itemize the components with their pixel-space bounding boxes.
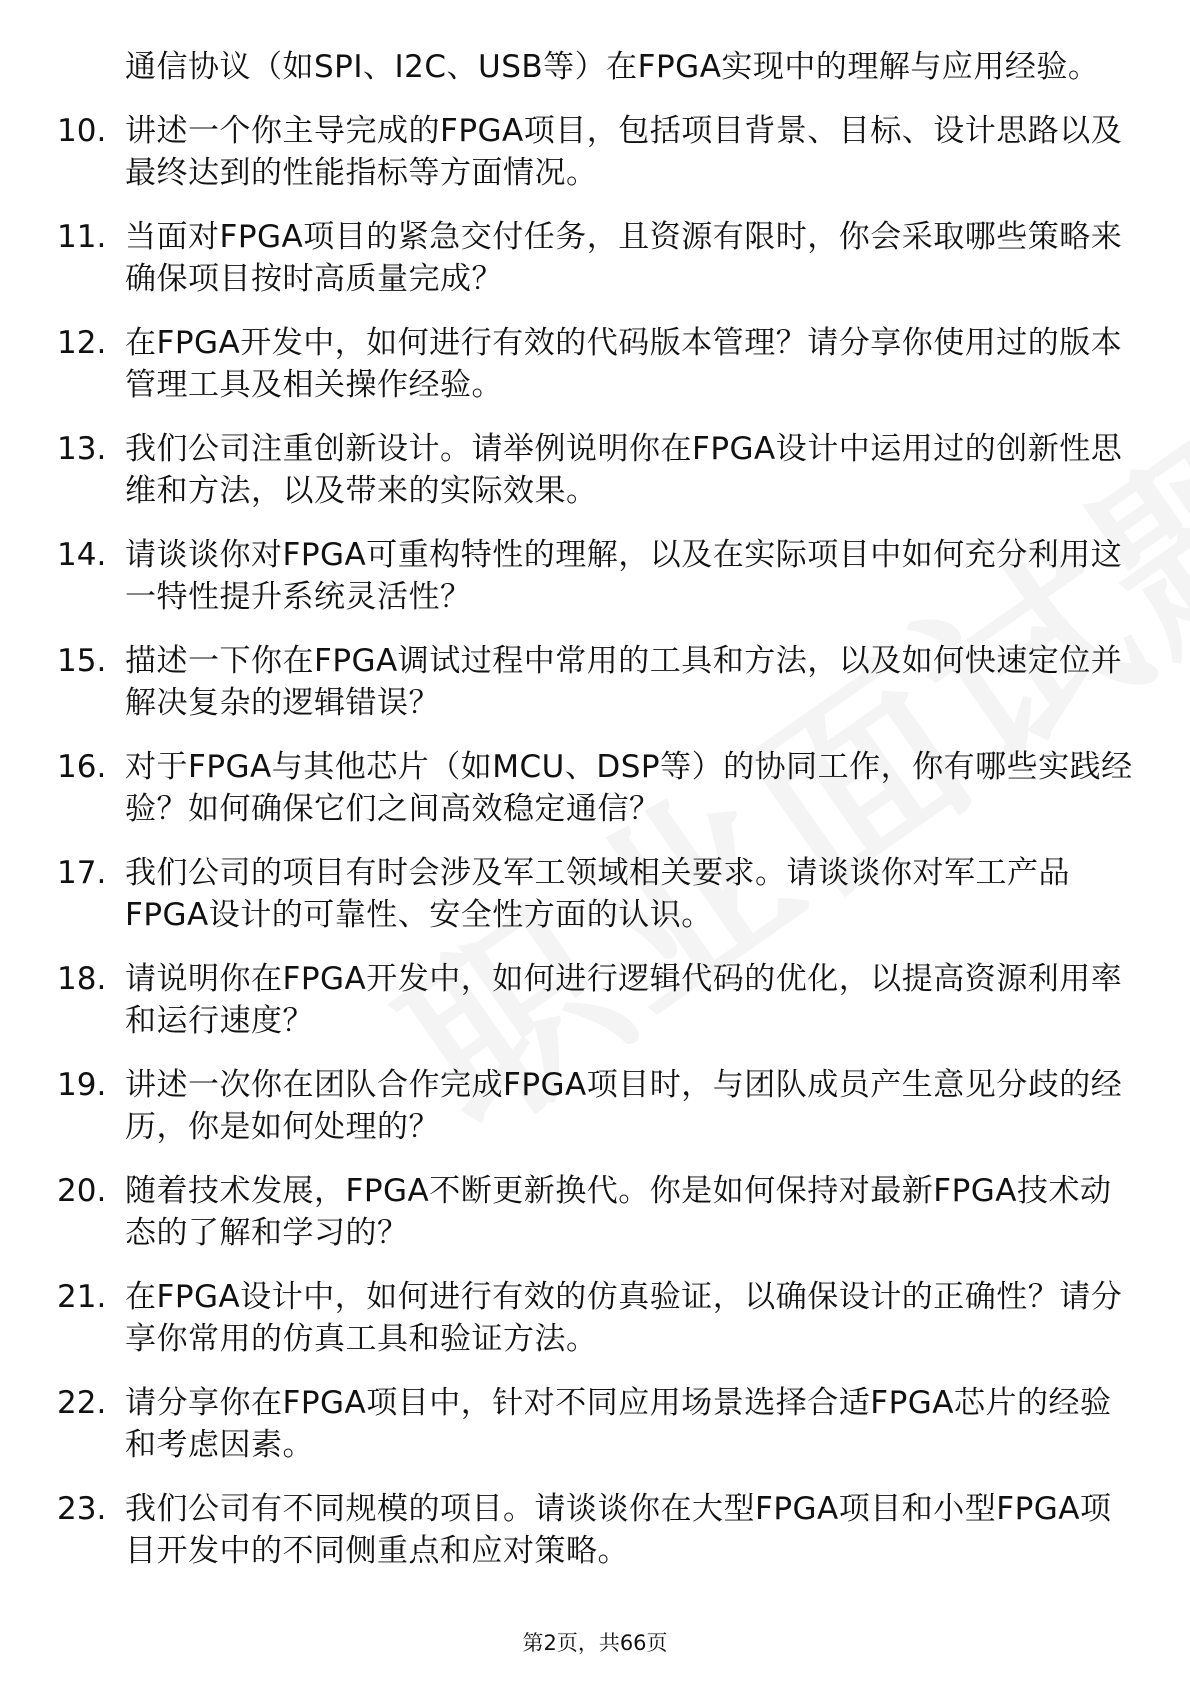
item-number: 14.	[57, 537, 107, 573]
item-number: 15.	[57, 643, 107, 679]
page-footer: 第2页，共66页	[522, 1631, 668, 1655]
item-number: 23.	[57, 1491, 107, 1527]
item-number: 12.	[57, 325, 107, 361]
list-item	[57, 1064, 1137, 1148]
list-item	[57, 322, 1137, 406]
list-item	[57, 640, 1137, 724]
list-item	[57, 46, 1137, 88]
item-text: 通信协议（如SPI、I2C、USB等）在FPGA实现中的理解与应用经验。	[125, 49, 1100, 85]
list-item	[57, 1276, 1137, 1360]
list-item	[57, 1488, 1137, 1572]
list-item	[57, 216, 1137, 300]
list-item	[57, 1382, 1137, 1466]
item-text: 我们公司有不同规模的项目。请谈谈你在大型FPGA项目和小型FPGA项目开发中的不同侧重点和应对策略。	[125, 1491, 1112, 1569]
item-number: 20.	[57, 1173, 107, 1209]
list-item	[57, 428, 1137, 512]
item-text: 随着技术发展，FPGA不断更新换代。你是如何保持对最新FPGA技术动态的了解和学习的？	[125, 1173, 1112, 1251]
list-item	[57, 746, 1137, 830]
item-text: 讲述一个你主导完成的FPGA项目，包括项目背景、目标、设计思路以及最终达到的性能指标等方面情况。	[125, 113, 1123, 191]
item-number: 16.	[57, 749, 107, 785]
item-text: 我们公司注重创新设计。请举例说明你在FPGA设计中运用过的创新性思维和方法，以及带来的实际效果。	[125, 431, 1123, 509]
item-text: 请说明你在FPGA开发中，如何进行逻辑代码的优化，以提高资源利用率和运行速度？	[125, 961, 1123, 1039]
question-list	[57, 46, 1137, 1594]
list-item	[57, 1170, 1137, 1254]
item-number: 10.	[57, 113, 107, 149]
item-number: 22.	[57, 1385, 107, 1421]
list-item	[57, 958, 1137, 1042]
item-number: 19.	[57, 1067, 107, 1103]
item-text: 讲述一次你在团队合作完成FPGA项目时，与团队成员产生意见分歧的经历，你是如何处理的？	[125, 1067, 1123, 1145]
item-text: 描述一下你在FPGA调试过程中常用的工具和方法，以及如何快速定位并解决复杂的逻辑错误？	[125, 643, 1123, 721]
item-number: 17.	[57, 855, 107, 891]
item-number: 21.	[57, 1279, 107, 1315]
item-number: 11.	[57, 219, 107, 255]
item-text: 请分享你在FPGA项目中，针对不同应用场景选择合适FPGA芯片的经验和考虑因素。	[125, 1385, 1112, 1463]
item-text: 请谈谈你对FPGA可重构特性的理解，以及在实际项目中如何充分利用这一特性提升系统灵活性？	[125, 537, 1123, 615]
item-text: 在FPGA设计中，如何进行有效的仿真验证，以确保设计的正确性？请分享你常用的仿真工具和验证方法。	[125, 1279, 1123, 1357]
list-item	[57, 852, 1137, 936]
item-text: 我们公司的项目有时会涉及军工领域相关要求。请谈谈你对军工产品FPGA设计的可靠性、安全性方面的认识。	[125, 855, 1070, 933]
item-number: 18.	[57, 961, 107, 997]
item-text: 当面对FPGA项目的紧急交付任务，且资源有限时，你会采取哪些策略来确保项目按时高质量完成？	[125, 219, 1123, 297]
list-item	[57, 534, 1137, 618]
list-item	[57, 110, 1137, 194]
item-text: 在FPGA开发中，如何进行有效的代码版本管理？请分享你使用过的版本管理工具及相关操作经验。	[125, 325, 1123, 403]
item-number: 13.	[57, 431, 107, 467]
item-text: 对于FPGA与其他芯片（如MCU、DSP等）的协同工作，你有哪些实践经验？如何确保它们之间高效稳定通信？	[125, 749, 1133, 827]
